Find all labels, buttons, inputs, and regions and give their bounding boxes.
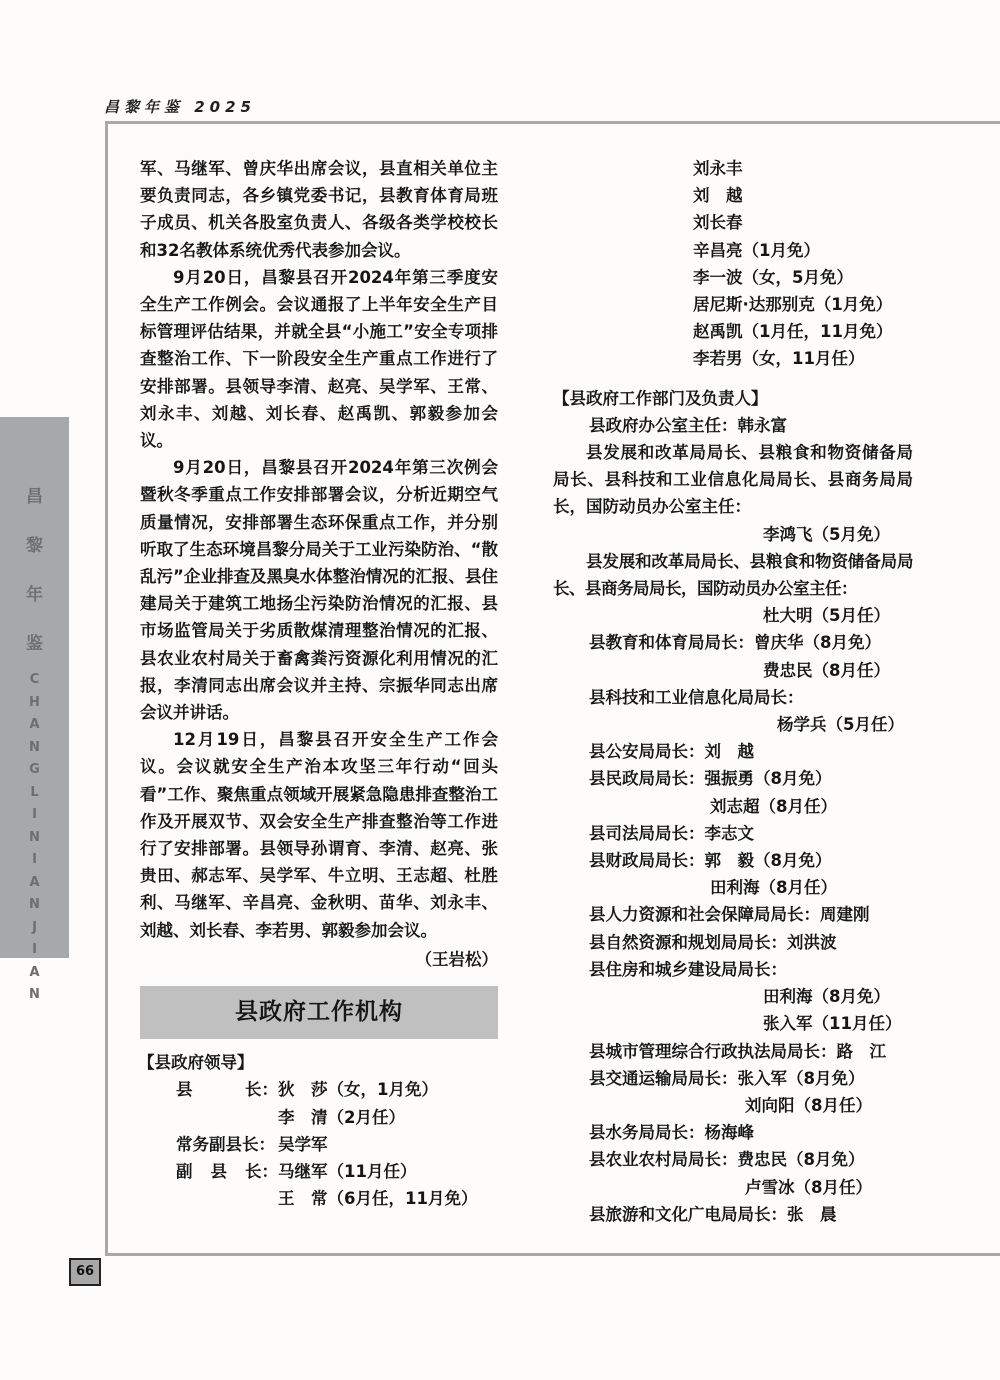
- leader-name: 李 清（2月任）: [278, 1107, 405, 1127]
- leader-role: [140, 1104, 278, 1131]
- running-head: 昌黎年鉴 2025: [104, 98, 256, 116]
- leader-name: 刘永丰: [693, 159, 743, 178]
- dept-entry: 县政府办公室主任：韩永富: [589, 415, 787, 435]
- author-byline: （王岩松）: [415, 949, 498, 969]
- body-paragraph: 军、马继军、曾庆华出席会议，县直相关单位主要负责同志，各乡镇党委书记，县教育体育局班子成员、机关各股室负责人、各级各类学校校长和32名教体系统优秀代表参加会议。: [140, 159, 498, 260]
- pinyin-letter: A: [29, 717, 40, 732]
- pinyin-letter: J: [32, 919, 37, 935]
- dept-entry: 县自然资源和规划局局长：刘洪波: [589, 932, 837, 952]
- dept-entry: 县发展和改革局局长、县粮食和物资储备局局长、县科技和工业信息化局局长、县商务局局长，国防动员办公室主任：: [553, 443, 913, 517]
- leader-name: 李若男（女，11月任）: [693, 349, 865, 369]
- dept-person: 卢雪冰（8月任）: [745, 1177, 872, 1197]
- side-tab-pinyin: [0, 669, 69, 1007]
- pinyin-letter: G: [29, 762, 40, 777]
- side-tab-title: [0, 473, 69, 669]
- dept-entry: 县公安局局长：刘 越: [589, 742, 754, 762]
- dept-entry: 县城市管理综合行政执法局局长：路 江: [589, 1041, 886, 1061]
- pinyin-letter: N: [29, 829, 40, 845]
- leader-name: 狄 莎（女，1月免）: [278, 1080, 438, 1100]
- side-tab-char: 年: [26, 585, 43, 605]
- leader-row: [140, 1158, 498, 1185]
- dept-person: 田利海（8月任）: [710, 878, 837, 898]
- leader-row: [140, 1104, 498, 1131]
- body-paragraph: 12月19日，昌黎县召开安全生产工作会议。会议就安全生产治本攻坚三年行动“回头看”工作、聚焦重点领域开展紧急隐患排查整治工作及开展双节、双会安全生产排查整治等工作进行了安排部署。县领导孙谓育、李清、赵亮、张贵田、郝志军、吴学军、牛立明、王志超、杜胜利、马继军、辛昌亮、金秋明、苗华、刘永丰、刘越、刘长春、李若男、郭毅参加会议。: [140, 730, 498, 940]
- left-column: [140, 155, 498, 1212]
- role-char: 副: [176, 1161, 193, 1181]
- vice-magistrate-list: [553, 155, 913, 373]
- dept-entry: 县司法局局长：李志文: [589, 823, 754, 843]
- leader-name: 刘长春: [693, 213, 743, 233]
- leader-row: [140, 1131, 498, 1158]
- dept-entry: 县财政局局长：郭 毅（8月免）: [589, 851, 832, 871]
- dept-entry: 县民政局局长：强振勇（8月免）: [589, 769, 832, 789]
- leader-row: [140, 1076, 498, 1103]
- page-number: 66: [69, 1258, 101, 1286]
- dept-person: 杜大明（5月任）: [763, 606, 890, 626]
- leader-name: 吴学军: [278, 1134, 328, 1154]
- role-char: 长：: [245, 1161, 278, 1181]
- pinyin-letter: L: [30, 784, 39, 800]
- role-char: 长：: [245, 1080, 278, 1100]
- leader-name: 李一波（女，5月免）: [693, 267, 853, 287]
- section-heading: 县政府工作机构: [140, 986, 498, 1039]
- pinyin-letter: H: [29, 694, 40, 710]
- pinyin-letter: I: [32, 852, 37, 867]
- dept-person: 李鸿飞（5月免）: [763, 524, 890, 544]
- role-char: 常务副县长：: [176, 1134, 275, 1154]
- pinyin-letter: C: [29, 672, 40, 687]
- dept-person: 刘志超（8月任）: [710, 796, 837, 816]
- dept-person: 杨学兵（5月任）: [777, 715, 904, 735]
- leader-name: 居尼斯·达那别克（1月免）: [693, 295, 893, 315]
- dept-person: 田利海（8月免）: [763, 987, 890, 1007]
- leader-name: 王 常（6月任，11月免）: [278, 1189, 478, 1209]
- dept-entry: 县农业农村局局长：费忠民（8月免）: [589, 1150, 865, 1170]
- dept-entry: 县旅游和文化广电局局长：张 晨: [589, 1204, 837, 1224]
- pinyin-letter: N: [29, 897, 40, 912]
- pinyin-letter: A: [29, 964, 40, 980]
- pinyin-letter: N: [29, 987, 40, 1002]
- pinyin-letter: A: [29, 874, 40, 890]
- dept-person: 刘向阳（8月任）: [745, 1095, 872, 1115]
- pinyin-letter: I: [32, 942, 37, 957]
- leader-name: 刘 越: [693, 186, 743, 206]
- departments-heading: 【县政府工作部门及负责人】: [553, 388, 768, 408]
- pinyin-letter: I: [32, 807, 37, 822]
- dept-entry: 县水务局局长：杨海峰: [589, 1123, 754, 1143]
- side-tab-char: 昌: [26, 487, 43, 507]
- leader-role: [140, 1131, 278, 1158]
- leader-name: 赵禹凯（1月任，11月免）: [693, 322, 893, 342]
- leader-role: [140, 1158, 278, 1185]
- dept-person: 张入军（11月任）: [763, 1014, 902, 1034]
- dept-entry: 县住房和城乡建设局局长：: [589, 959, 787, 979]
- role-char: 县: [210, 1161, 227, 1181]
- dept-person: 费忠民（8月任）: [763, 660, 890, 680]
- dept-entry: 县发展和改革局局长、县粮食和物资储备局局长、县商务局局长，国防动员办公室主任：: [553, 551, 913, 599]
- dept-entry: 县科技和工业信息化局局长：: [589, 687, 804, 707]
- side-tab-char: 黎: [26, 536, 43, 556]
- dept-entry: 县人力资源和社会保障局局长：周建刚: [589, 905, 870, 925]
- right-column: [553, 155, 913, 1228]
- leader-row: [140, 1185, 498, 1212]
- pinyin-letter: N: [29, 739, 40, 755]
- leader-name: 辛昌亮（1月免）: [693, 240, 820, 260]
- leader-role: [140, 1185, 278, 1212]
- leader-role: [140, 1076, 278, 1103]
- side-tab: [0, 417, 69, 1002]
- leader-name: 马继军（11月任）: [278, 1161, 417, 1181]
- dept-entry: 县教育和体育局局长：曾庆华（8月免）: [589, 633, 881, 653]
- side-tab-char: 鉴: [26, 634, 43, 654]
- dept-entry: 县交通运输局局长：张入军（8月免）: [589, 1068, 865, 1088]
- body-paragraph: 9月20日，昌黎县召开2024年第三季度安全生产工作例会。会议通报了上半年安全生产目标管理评估结果，并就全县“小施工”安全专项排查整治工作、下一阶段安全生产重点工作进行了安排部署。县领导李清、赵亮、吴学军、王常、刘永丰、刘越、刘长春、赵禹凯、郭毅参加会议。: [140, 267, 498, 451]
- role-char: 县: [176, 1080, 193, 1100]
- leaders-heading: 【县政府领导】: [138, 1053, 254, 1073]
- body-paragraph: 9月20日，昌黎县召开2024年第三次例会暨秋冬季重点工作安排部署会议，分析近期空气质量情况，安排部署生态环保重点工作，并分别听取了生态环境昌黎分局关于工业污染防治、“散乱污”企业排查及黑臭水体整治情况的汇报、县住建局关于建筑工地扬尘污染防治情况的汇报、县市场监管局关于劣质散煤清理整治情况的汇报、县农业农村局关于畜禽粪污资源化利用情况的汇报，李清同志出席会议并主持、宗振华同志出席会议并讲话。: [140, 458, 498, 723]
